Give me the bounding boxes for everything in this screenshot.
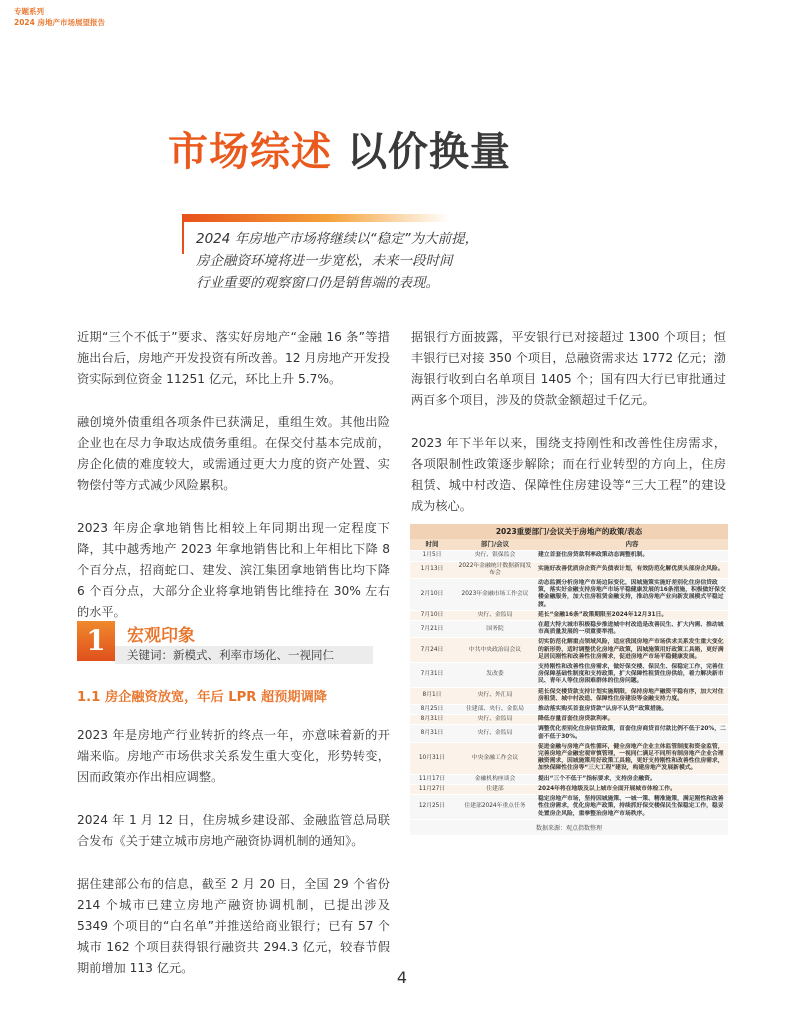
date-cell: 1月5日 bbox=[410, 551, 454, 561]
department-cell: 住建部2024年重点任务 bbox=[454, 795, 536, 820]
intro-line: 房企融资环境将进一步宽松，未来一段时间 bbox=[196, 253, 453, 269]
policy-table-body bbox=[410, 551, 728, 819]
intro-summary bbox=[196, 228, 486, 294]
date-cell: 7月31日 bbox=[410, 663, 454, 688]
content-cell: 降低存量首套住房贷款利率。 bbox=[536, 715, 728, 725]
body-paragraph: 2023 年房企拿地销售比相较上年同期出现一定程度下降，其中越秀地产 2023 年拿地销售比和上年相比下降 8 个百分点，招商蛇口、建发、滨江集团拿地销售比均下降 6 个百分点，大部分企业将拿地销售比维持在 30% 左右的水平。 bbox=[77, 521, 390, 619]
department-cell: 2022年金融统计数据新闻发布会 bbox=[454, 561, 536, 578]
body-paragraph: 2023 年下半年以来，围绕支持刚性和改善性住房需求，各项限制性政策逐步解除；而在行业转型的方向上，住房租赁、城中村改造、保障性住房建设等“三大工程”的建设成为核心。 bbox=[411, 436, 726, 513]
table-row bbox=[410, 621, 728, 638]
intro-line: 行业重要的观察窗口仍是销售端的表现。 bbox=[196, 275, 439, 291]
table-row bbox=[410, 774, 728, 784]
content-cell: 延长保交楼贷款支持计划实施期限，保持房地产融资平稳有序，加大对住房租赁、城中村改造、保障性住房建设等金融支持力度。 bbox=[536, 687, 728, 704]
department-cell: 国务院 bbox=[454, 621, 536, 638]
table-row bbox=[410, 638, 728, 663]
table-row bbox=[410, 579, 728, 611]
policy-table-caption: 2023重要部门/会议关于房地产的政策/表态 bbox=[410, 524, 728, 539]
page-number: 4 bbox=[396, 968, 408, 987]
table-source-note: 数据来源：观点指数整理 bbox=[410, 820, 728, 835]
column-header: 内容 bbox=[536, 539, 728, 551]
department-cell: 央行、金监局 bbox=[454, 715, 536, 725]
intro-accent-tick bbox=[182, 214, 184, 254]
date-cell: 1月13日 bbox=[410, 561, 454, 578]
department-cell: 央行、金监局 bbox=[454, 610, 536, 620]
content-cell: 调整优化差别化住房信贷政策，首套住房商贷首付款比例不低于20%，二套不低于30%。 bbox=[536, 725, 728, 742]
content-cell: 推动落实购买首套房贷款“认房不认贷”政策措施。 bbox=[536, 705, 728, 715]
page-title bbox=[168, 120, 511, 177]
content-cell: 支持刚性和改善性住房需求，做好保交楼、保民生、保稳定工作，完善住房保障基础性制度和支持政策，扩大保障性租赁住房供给，着力解决新市民、青年人等住房困难群体的住房问题。 bbox=[536, 663, 728, 688]
date-cell: 11月17日 bbox=[410, 774, 454, 784]
table-row bbox=[410, 610, 728, 620]
date-cell: 7月10日 bbox=[410, 610, 454, 620]
date-cell: 12月25日 bbox=[410, 795, 454, 820]
content-cell: 在超大特大城市积极稳步推进城中村改造是改善民生、扩大内需、推动城市高质量发展的一项重要举措。 bbox=[536, 621, 728, 638]
table-row bbox=[410, 551, 728, 561]
table-header-row bbox=[410, 539, 728, 551]
date-cell: 7月24日 bbox=[410, 638, 454, 663]
content-cell: 切实防范化解重点领域风险，适应我国房地产市场供求关系发生重大变化的新形势，适时调整优化房地产政策，因城施策用好政策工具箱，更好满足居民刚性和改善性住房需求，促进房地产市场平稳健康发展。 bbox=[536, 638, 728, 663]
body-paragraph: 融创境外债重组各项条件已获满足，重组生效。其他出险企业也在尽力争取达成债务重组。在保交付基本完成前，房企化债的难度较大，或需通过更大力度的资产处置、实物偿付等方式减少风险累积。 bbox=[77, 415, 390, 492]
content-cell: 提出“三个不低于”指标要求，支持房企融资。 bbox=[536, 774, 728, 784]
section-keywords: 关键词：新模式、利率市场化、一视同仁 bbox=[127, 648, 334, 662]
department-cell: 央行、外汇局 bbox=[454, 687, 536, 704]
table-row bbox=[410, 784, 728, 794]
table-row bbox=[410, 725, 728, 742]
content-cell: 稳定房地产市场，坚持因城施策、一城一策、精准施策，满足刚性和改善性住房需求，优化房地产政策，持续抓好保交楼保民生保稳定工作，稳妥处置房企风险，重拳整治房地产市场秩序。 bbox=[536, 795, 728, 820]
table-row bbox=[410, 795, 728, 820]
column-header: 时间 bbox=[410, 539, 454, 551]
body-paragraph: 近期“三个不低于”要求、落实好房地产“金融 16 条”等措施出台后，房地产开发投资有所改善。12 月房地产开发投资实际到位资金 11251 亿元，环比上升 5.7%。 bbox=[77, 330, 390, 386]
content-cell: 2024年将在地级及以上城市全面开展城市体检工作。 bbox=[536, 784, 728, 794]
table-row bbox=[410, 742, 728, 774]
intro-line: 2024 年房地产市场将继续以“稳定”为大前提， bbox=[196, 231, 479, 247]
department-cell: 中共中央政治局会议 bbox=[454, 638, 536, 663]
department-cell: 央行、金监局 bbox=[454, 725, 536, 742]
content-cell: 促进金融与房地产良性循环，健全房地产企业主体监管制度和资金监管，完善房地产金融宏观审慎管理，一视同仁满足不同所有制房地产企业合理融资需求，因城施策用好政策工具箱，更好支持刚性和改善性住房需求，加快保障性住房等“三大工程”建设，构建房地产发展新模式。 bbox=[536, 742, 728, 774]
date-cell: 7月21日 bbox=[410, 621, 454, 638]
series-label: 专题系列 bbox=[14, 7, 44, 16]
table-row bbox=[410, 715, 728, 725]
department-cell: 发改委 bbox=[454, 663, 536, 688]
column-header: 部门/会议 bbox=[454, 539, 536, 551]
date-cell: 2月10日 bbox=[410, 579, 454, 611]
policy-table-container bbox=[410, 524, 728, 835]
content-cell: 建立首套住房贷款利率政策动态调整机制。 bbox=[536, 551, 728, 561]
page-title-main: 市场综述 bbox=[168, 129, 332, 175]
table-row bbox=[410, 561, 728, 578]
date-cell: 8月31日 bbox=[410, 725, 454, 742]
body-paragraph: 据银行方面披露，平安银行已对接超过 1300 个项目；恒丰银行已对接 350 个项目，总融资需求达 1772 亿元；渤海银行收到白名单项目 1405 个；国有四大行已审批通过两百多个项目，涉及的贷款金额超过千亿元。 bbox=[411, 330, 726, 407]
intro-accent-bar bbox=[182, 214, 450, 222]
subsection-title: 1.1 房企融资放宽，年后 LPR 超预期调降 bbox=[77, 690, 327, 705]
table-row bbox=[410, 705, 728, 715]
department-cell: 住建部、央行、金监局 bbox=[454, 705, 536, 715]
date-cell: 8月31日 bbox=[410, 715, 454, 725]
section-number: 1 bbox=[86, 624, 106, 657]
report-header bbox=[14, 6, 105, 28]
table-row bbox=[410, 687, 728, 704]
department-cell: 住建部 bbox=[454, 784, 536, 794]
department-cell: 央行、银保监会 bbox=[454, 551, 536, 561]
date-cell: 11月27日 bbox=[410, 784, 454, 794]
date-cell: 8月25日 bbox=[410, 705, 454, 715]
department-cell: 金融机构座谈会 bbox=[454, 774, 536, 784]
department-cell: 2023年金融市场工作会议 bbox=[454, 579, 536, 611]
body-paragraph: 2024 年 1 月 12 日，住房城乡建设部、金融监管总局联合发布《关于建立城市房地产融资协调机制的通知》。 bbox=[77, 813, 390, 848]
report-name: 2024 房地产市场展望报告 bbox=[14, 18, 105, 27]
content-cell: 实施好改善优质房企资产负债表计划，有效防范化解优质头部房企风险。 bbox=[536, 561, 728, 578]
body-paragraph: 据住建部公布的信息，截至 2 月 20 日，全国 29 个省份 214 个城市已建立房地产融资协调机制，已提出涉及 5349 个项目的“白名单”并推送给商业银行；已有 57 个城市 162 个项目获得银行融资共 294.3 亿元，较春节假期前增加 113 亿元。 bbox=[77, 877, 390, 975]
department-cell: 中央金融工作会议 bbox=[454, 742, 536, 774]
content-cell: 延长“金融16条”政策期限至2024年12月31日。 bbox=[536, 610, 728, 620]
body-paragraph: 2023 年是房地产行业转折的终点一年，亦意味着新的开端来临。房地产市场供求关系发生重大变化，形势转变，因而政策亦作出相应调整。 bbox=[77, 728, 390, 784]
content-cell: 动态监测分析房地产市场边际变化，因城施策实施好差别化住房信贷政策，落实好金融支持房地产市场平稳健康发展的16条措施，积极做好保交楼金融服务，加大住房租赁金融支持，推动房地产业向新发展模式平稳过渡。 bbox=[536, 579, 728, 611]
policy-table bbox=[410, 524, 728, 820]
page-title-sub: 以价换量 bbox=[346, 129, 511, 175]
date-cell: 10月31日 bbox=[410, 742, 454, 774]
date-cell: 8月1日 bbox=[410, 687, 454, 704]
section-title: 宏观印象 bbox=[127, 626, 195, 646]
table-row bbox=[410, 663, 728, 688]
